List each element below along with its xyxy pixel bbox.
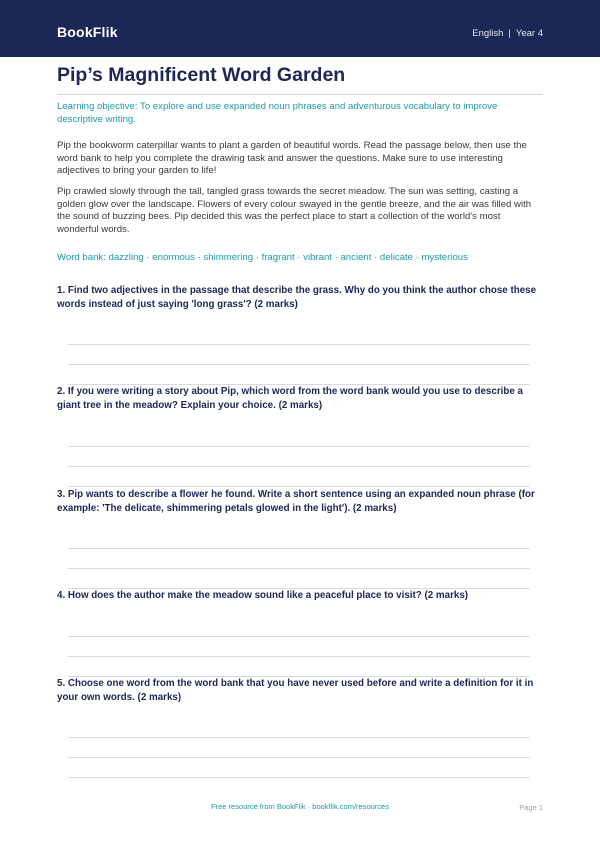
answer-line[interactable] [68, 757, 530, 758]
answer-line[interactable] [68, 636, 530, 637]
question-1: 1. Find two adjectives in the passage that describe the grass. Why do you think the author chose these words instead of just saying 'long grass'? (2 marks) [57, 285, 537, 310]
answer-line[interactable] [68, 737, 530, 738]
question-4: 4. How does the author make the meadow sound like a peaceful place to visit? (2 marks) [57, 590, 469, 601]
answer-line[interactable] [68, 344, 530, 345]
question-5: 5. Choose one word from the word bank that you have never used before and write a definition for it in your own words. (2 marks) [57, 678, 534, 703]
answer-line[interactable] [68, 777, 530, 778]
answer-line[interactable] [68, 568, 530, 569]
question-2: 2. If you were writing a story about Pip, which word from the word bank would you use to describe a giant tree in the meadow? Explain your choice. (2 marks) [57, 386, 523, 411]
separator: | [508, 28, 511, 39]
page-header [0, 0, 600, 57]
year-label: Year 4 [515, 28, 543, 39]
footer-credit: Free resource from BookFlik · bookflik.com/resources [211, 802, 389, 811]
passage-paragraph: Pip crawled slowly through the tall, tangled grass towards the secret meadow. The sun was setting, casting a golden glow over the landscape. Flowers of every colour swayed in the gentle breeze, and the air was filled with the sound of buzzing bees. Pip decided this was the perfect place to start a collection of the world's most wonderful words. [57, 186, 532, 235]
answer-line[interactable] [68, 364, 530, 365]
subject-year [472, 28, 543, 39]
subject-label: English [472, 28, 504, 39]
page-title: Pip’s Magnificent Word Garden [57, 64, 346, 86]
learning-objective: Learning objective: To explore and use expanded noun phrases and adventurous vocabulary to improve descriptive writing. [57, 101, 498, 125]
brand-logo: BookFlik [57, 24, 118, 40]
intro-paragraph: Pip the bookworm caterpillar wants to plant a garden of beautiful words. Read the passage below, then use the word bank to help you complete the drawing task and answer the questions. Make sure to use interesting adjectives to bring your garden to life! [57, 140, 527, 176]
answer-line[interactable] [68, 548, 530, 549]
title-divider [57, 94, 543, 95]
answer-line[interactable] [68, 446, 530, 447]
answer-line[interactable] [68, 486, 530, 487]
question-3: 3. Pip wants to describe a flower he found. Write a short sentence using an expanded noun phrase (for example: 'The delicate, shimmering petals glowed in the light'). (2 marks) [57, 489, 535, 514]
word-bank: Word bank: dazzling · enormous · shimmering · fragrant · vibrant · ancient · delicate · mysterious [57, 252, 468, 263]
page-number: Page 1 [519, 803, 543, 812]
answer-line[interactable] [68, 466, 530, 467]
answer-line[interactable] [68, 656, 530, 657]
